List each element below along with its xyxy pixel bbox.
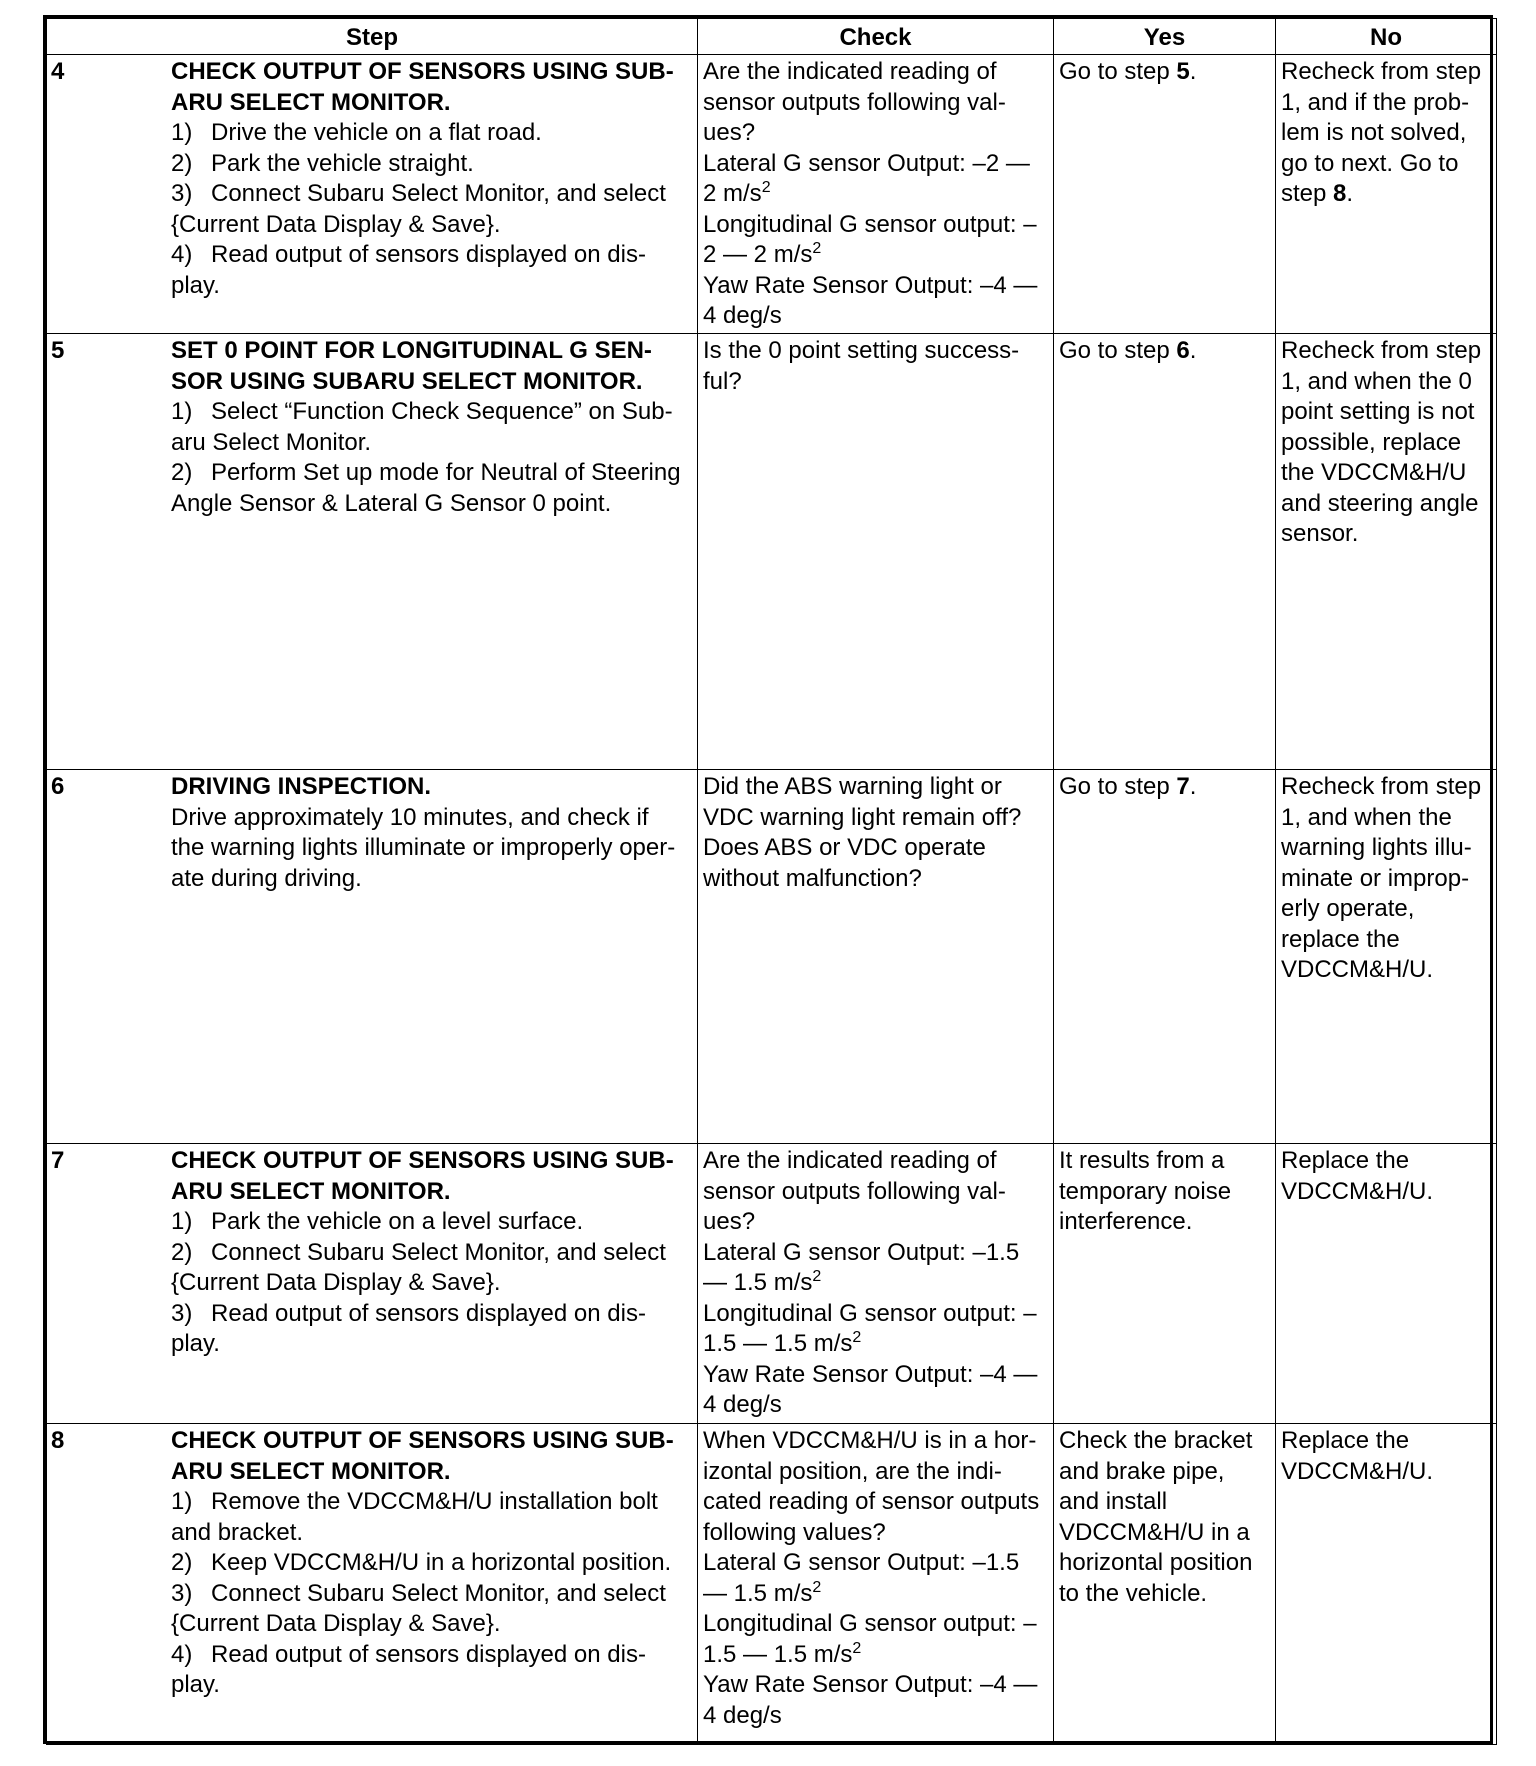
- substep-continuation: {Current Data Display & Save}.: [171, 1610, 501, 1637]
- check-line: Are the indicated reading of: [703, 58, 997, 85]
- substep: 2) Connect Subaru Select Monitor, and select: [171, 1238, 666, 1266]
- step-title-line: DRIVING INSPECTION.: [171, 773, 432, 800]
- step-ref: 7: [1176, 773, 1190, 800]
- step-title-line: ARU SELECT MONITOR.: [171, 88, 451, 116]
- substep: 3) Connect Subaru Select Monitor, and select: [171, 1579, 666, 1607]
- diagnostic-table: [46, 18, 1497, 1745]
- substep-continuation: play.: [171, 1330, 220, 1357]
- yes-cell: Go to step 5.: [1054, 55, 1276, 334]
- step-number: 6: [51, 773, 65, 800]
- substep: 4) Read output of sensors displayed on dis-: [171, 1640, 646, 1668]
- table-row-step-4: [47, 55, 1497, 334]
- yes-cell: It results from a temporary noise interference.: [1054, 1144, 1276, 1424]
- step-cell: [47, 770, 698, 1144]
- check-cell: Are the indicated reading of sensor outputs following val- ues? Lateral G sensor Output: –1.5 — 1.5 $m/s^2$ Longitudinal G sensor output: – 1.5 — 1.5 $m/s^2$ Yaw Rate Sensor Output: –4 — 4 deg/s: [698, 1144, 1054, 1424]
- step-body-line: ate during driving.: [171, 864, 362, 892]
- step-number: 5: [51, 337, 65, 364]
- check-line: Lateral G sensor Output: –2 —: [703, 149, 1030, 177]
- check-cell: Did the ABS warning light or VDC warning light remain off? Does ABS or VDC operate without malfunction?: [698, 770, 1054, 1144]
- header-no: No: [1276, 19, 1497, 55]
- step-ref: 8: [1333, 180, 1347, 207]
- step-cell: [47, 1144, 698, 1424]
- check-line: sensor outputs following val-: [703, 88, 1006, 116]
- table-row-step-7: [47, 1144, 1497, 1424]
- check-line: 4 deg/s: [703, 302, 782, 329]
- substep: 1) Drive the vehicle on a flat road.: [171, 119, 542, 146]
- step-number: 7: [51, 1147, 65, 1174]
- step-title-line: SET 0 POINT FOR LONGITUDINAL G SEN-: [171, 337, 652, 364]
- substep: 4) Read output of sensors displayed on dis-: [171, 241, 646, 268]
- substep: 1) Select “Function Check Sequence” on Sub-: [171, 398, 673, 425]
- step-number: 4: [51, 58, 65, 85]
- step-title-line: CHECK OUTPUT OF SENSORS USING SUB-: [171, 1147, 674, 1174]
- substep: 2) Keep VDCCM&H/U in a horizontal position.: [171, 1549, 672, 1576]
- no-cell: Replace the VDCCM&H/U.: [1276, 1144, 1497, 1424]
- substep-continuation: play.: [171, 271, 220, 299]
- diagnostic-table-sheet: [43, 15, 1493, 1744]
- step-title-line: ARU SELECT MONITOR.: [171, 1457, 451, 1485]
- substep-continuation: play.: [171, 1671, 220, 1698]
- check-cell: Is the 0 point setting success- ful?: [698, 334, 1054, 770]
- check-line: Longitudinal G sensor output: –: [703, 210, 1037, 238]
- header-check: Check: [698, 19, 1054, 55]
- table-row-step-5: [47, 334, 1497, 770]
- step-cell: [47, 334, 698, 770]
- step-title-line: ARU SELECT MONITOR.: [171, 1177, 451, 1205]
- step-ref: 5: [1176, 58, 1190, 85]
- substep-continuation: Angle Sensor & Lateral G Sensor 0 point.: [171, 489, 612, 517]
- step-body-line: Drive approximately 10 minutes, and check if: [171, 803, 649, 831]
- substep: 3) Connect Subaru Select Monitor, and select: [171, 180, 666, 207]
- step-title-line: CHECK OUTPUT OF SENSORS USING SUB-: [171, 58, 674, 85]
- check-line: ues?: [703, 119, 756, 146]
- step-body-line: the warning lights illuminate or improperly oper-: [171, 834, 676, 861]
- yes-cell: Go to step 6.: [1054, 334, 1276, 770]
- substep: 2) Perform Set up mode for Neutral of Steering: [171, 459, 681, 486]
- step-title-line: CHECK OUTPUT OF SENSORS USING SUB-: [171, 1427, 674, 1454]
- header-row: [47, 19, 1497, 55]
- check-line: 2 — 2 $m/s^2$: [703, 240, 822, 268]
- no-cell: Recheck from step 1, and when the 0 point setting is not possible, replace the VDCCM&H/U and steering angle sensor.: [1276, 334, 1497, 770]
- substep-continuation: and bracket.: [171, 1518, 304, 1546]
- yes-cell: Check the bracket and brake pipe, and install VDCCM&H/U in a horizontal position to the vehicle.: [1054, 1424, 1276, 1745]
- substep: 2) Park the vehicle straight.: [171, 149, 474, 177]
- step-ref: 6: [1176, 337, 1190, 364]
- step-title-line: SOR USING SUBARU SELECT MONITOR.: [171, 367, 643, 395]
- substep: 3) Read output of sensors displayed on dis-: [171, 1299, 646, 1327]
- substep: 1) Remove the VDCCM&H/U installation bolt: [171, 1488, 658, 1515]
- no-cell: Recheck from step 1, and if the prob- lem is not solved, go to next. Go to step 8.: [1276, 55, 1497, 334]
- table-row-step-8: [47, 1424, 1497, 1745]
- step-cell: [47, 1424, 698, 1745]
- check-cell: When VDCCM&H/U is in a hor- izontal position, are the indi- cated reading of sensor outputs following values? Lateral G sensor Output: –1.5 — 1.5 $m/s^2$ Longitudinal G sensor output: – 1.5 — 1.5 $m/s^2$ Yaw Rate Sensor Output: –4 — 4 deg/s: [698, 1424, 1054, 1745]
- substep-continuation: {Current Data Display & Save}.: [171, 210, 501, 238]
- yes-cell: Go to step 7.: [1054, 770, 1276, 1144]
- check-line: Yaw Rate Sensor Output: –4 —: [703, 271, 1038, 299]
- substep-continuation: {Current Data Display & Save}.: [171, 1269, 501, 1296]
- check-line: 2 $m/s^2$: [703, 179, 771, 207]
- no-cell: Replace the VDCCM&H/U.: [1276, 1424, 1497, 1745]
- no-cell: Recheck from step 1, and when the warning lights illu- minate or improp- erly operate, replace the VDCCM&H/U.: [1276, 770, 1497, 1144]
- check-cell: [698, 55, 1054, 334]
- table-row-step-6: [47, 770, 1497, 1144]
- step-cell: [47, 55, 698, 334]
- header-yes: Yes: [1054, 19, 1276, 55]
- header-step: Step: [47, 19, 698, 55]
- step-number: 8: [51, 1427, 65, 1454]
- substep-continuation: aru Select Monitor.: [171, 428, 372, 456]
- substep: 1) Park the vehicle on a level surface.: [171, 1208, 584, 1235]
